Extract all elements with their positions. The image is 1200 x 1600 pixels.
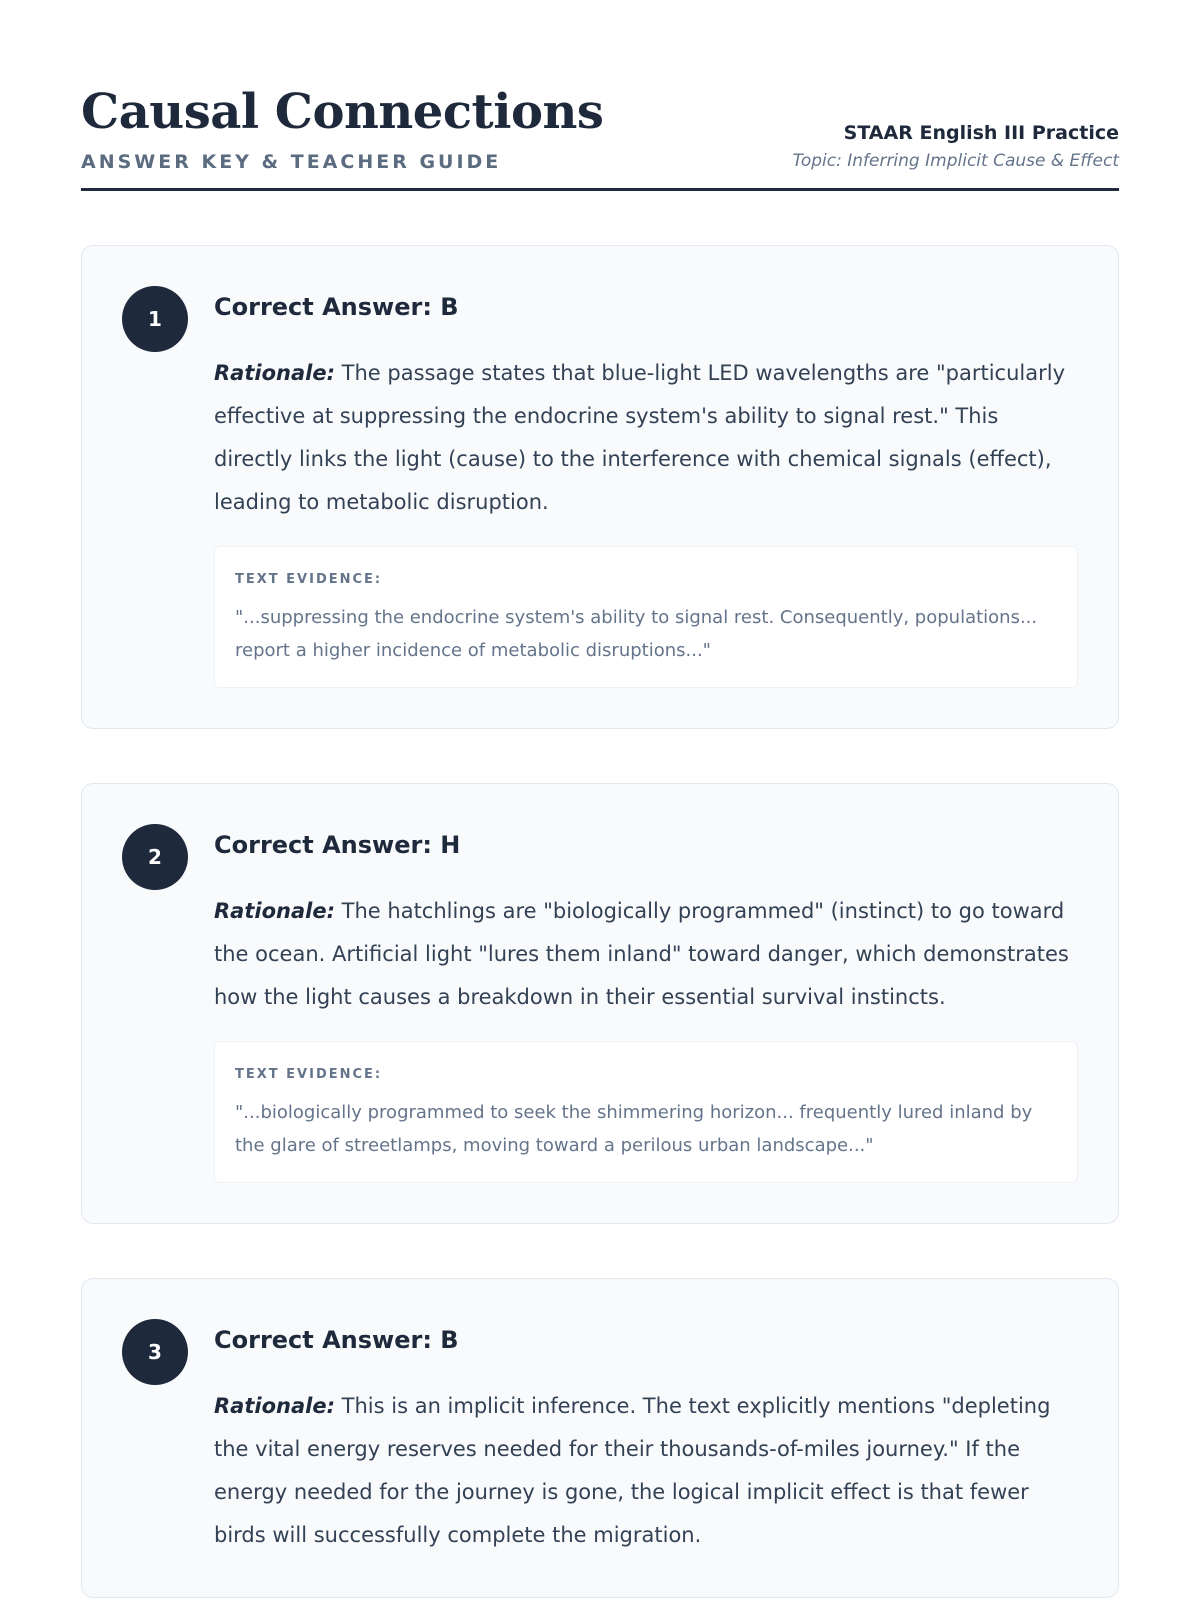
page-title: Causal Connections — [81, 84, 604, 140]
rationale-text — [214, 890, 1078, 1019]
question-number-badge: 3 — [122, 1319, 188, 1385]
title-block — [81, 82, 603, 174]
rationale-label: Rationale: — [214, 1394, 335, 1418]
correct-answer: Correct Answer: B — [214, 1326, 459, 1354]
page-subtitle: ANSWER KEY & TEACHER GUIDE — [81, 151, 502, 173]
rationale-text — [214, 352, 1078, 524]
header-meta — [793, 120, 1119, 174]
question-card-2 — [81, 783, 1119, 1224]
topic-label: Topic: Inferring Implicit Cause & Effect — [792, 151, 1119, 171]
question-card-body — [214, 824, 1078, 1183]
text-evidence-box — [214, 1041, 1078, 1183]
question-card-body — [214, 1319, 1078, 1557]
question-card-1 — [81, 245, 1119, 729]
rationale-body: The passage states that blue-light LED wavelengths are "particularly effective at suppressing the endocrine system's ability to signal rest." This directly links the light (cause) to the interference with chemical signals (effect), leading to metabolic disruption. — [214, 361, 1065, 514]
rationale-text — [214, 1385, 1078, 1557]
correct-answer: Correct Answer: B — [214, 293, 459, 321]
text-evidence-quote: "...biologically programmed to seek the shimmering horizon... frequently lured inland by the glare of streetlamps, moving toward a perilous urban landscape..." — [235, 1102, 1033, 1156]
text-evidence-label: TEXT EVIDENCE: — [235, 1067, 383, 1082]
rationale-body: This is an implicit inference. The text explicitly mentions "depleting the vital energy reserves needed for their thousands-of-miles journey." If the energy needed for the journey is gone, the logical implicit effect is that fewer birds will successfully complete the migration. — [214, 1394, 1051, 1547]
text-evidence-box — [214, 546, 1078, 688]
course-name: STAAR English III Practice — [843, 122, 1119, 144]
question-number-badge: 2 — [122, 824, 188, 890]
question-card-3 — [81, 1278, 1119, 1598]
page-header — [81, 82, 1119, 191]
rationale-body: The hatchlings are "biologically programmed" (instinct) to go toward the ocean. Artificial light "lures them inland" toward danger, which demonstrates how the light causes a breakdown in their essential survival instincts. — [214, 899, 1069, 1009]
text-evidence-label: TEXT EVIDENCE: — [235, 572, 383, 587]
rationale-label: Rationale: — [214, 361, 335, 385]
correct-answer: Correct Answer: H — [214, 831, 461, 859]
question-card-body — [214, 286, 1078, 688]
rationale-label: Rationale: — [214, 899, 335, 923]
question-number-badge: 1 — [122, 286, 188, 352]
text-evidence-quote: "...suppressing the endocrine system's ability to signal rest. Consequently, populations... report a higher incidence of metabolic disruptions..." — [235, 607, 1038, 661]
